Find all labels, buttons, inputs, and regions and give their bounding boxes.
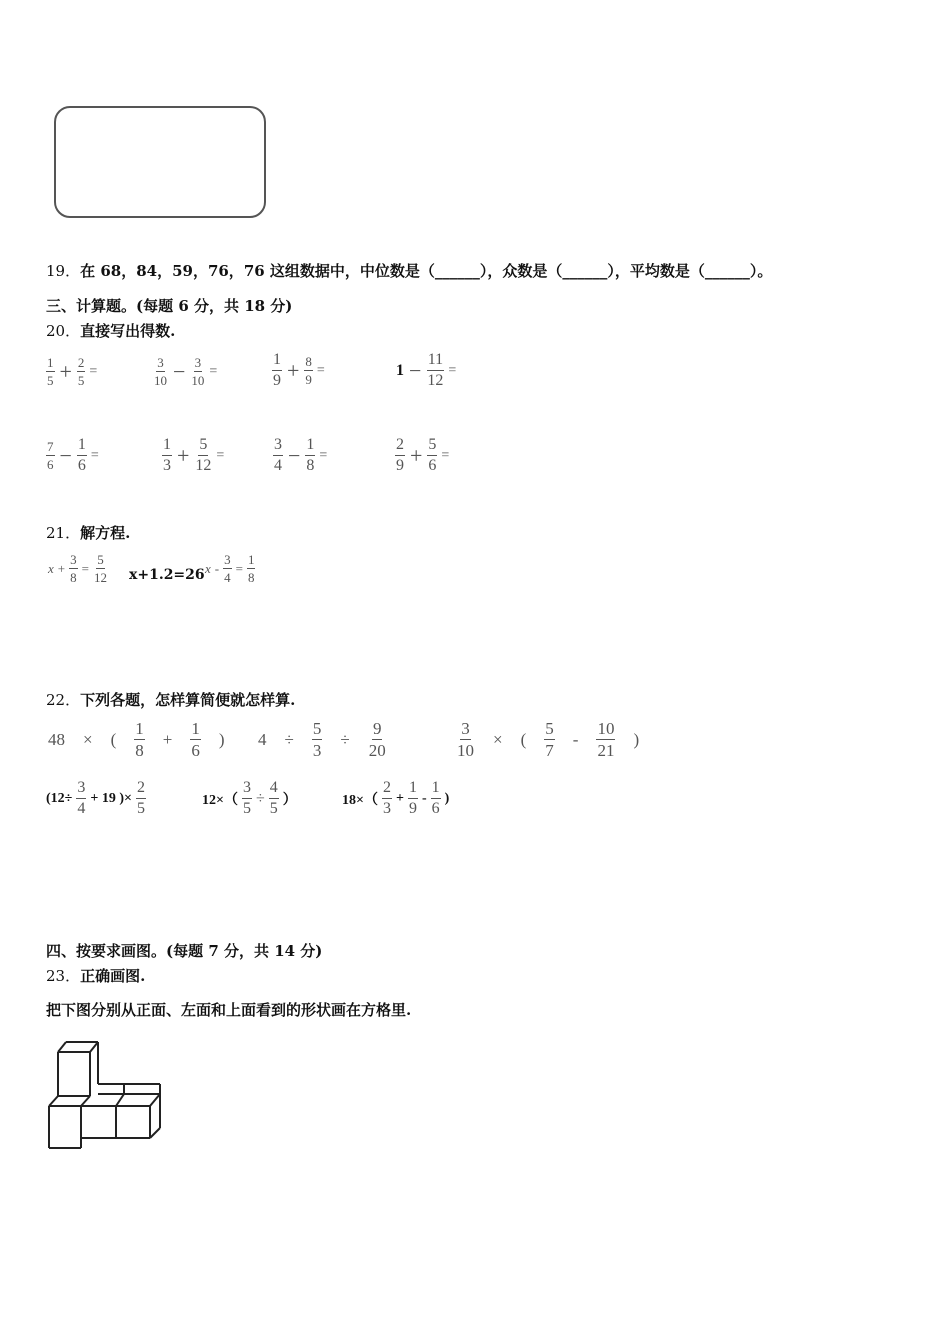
fraction: $\frac{4}{5}$ bbox=[269, 779, 278, 817]
q20-expr-8: $\frac{2}{9}$ + $\frac{5}{6}$ = bbox=[396, 436, 450, 474]
q22-expr-5: 12×（ $\frac{3}{5}$ ÷ $\frac{4}{5}$ ） bbox=[202, 779, 297, 817]
question-21-title: 21．解方程. bbox=[46, 524, 131, 542]
fraction: $\frac{1}{6}$ bbox=[431, 779, 440, 817]
cubes-figure bbox=[44, 1036, 168, 1154]
fraction: $\frac{5}{3}$ bbox=[312, 719, 322, 760]
fraction: $\frac{1}{9}$ bbox=[273, 351, 281, 389]
fraction: $\frac{5}{6}$ bbox=[428, 436, 437, 474]
fraction: $\frac{3}{8}$ bbox=[70, 552, 77, 585]
q21-equation-1: x + $\frac{3}{8}$ = $\frac{5}{12}$ bbox=[48, 552, 107, 585]
fraction: $\frac{7}{6}$ bbox=[47, 439, 54, 472]
q20-expr-5: $\frac{7}{6}$ − $\frac{1}{6}$ = bbox=[47, 436, 99, 474]
q21-equation-3: x - $\frac{3}{4}$ = $\frac{1}{8}$ bbox=[205, 552, 255, 585]
section-3-title: 三、计算题。(每题 6 分，共 18 分) bbox=[46, 297, 293, 315]
q20-expr-3: $\frac{1}{9}$ + $\frac{8}{9}$ = bbox=[273, 351, 325, 389]
q22-expr-1: 48 × ( $\frac{1}{8}$ + $\frac{1}{6}$ ) bbox=[48, 719, 225, 760]
fraction: $\frac{1}{8}$ bbox=[135, 719, 144, 760]
fraction: $\frac{2}{3}$ bbox=[382, 779, 391, 817]
q21-equation-2: x+1.2=26 bbox=[129, 567, 205, 583]
question-20-title: 20．直接写出得数. bbox=[46, 322, 176, 340]
q20-expr-4: 1 − $\frac{11}{12}$ = bbox=[396, 351, 457, 389]
fraction: $\frac{3}{10}$ bbox=[154, 355, 167, 388]
answer-box bbox=[54, 106, 266, 218]
fraction: $\frac{3}{4}$ bbox=[224, 552, 231, 585]
fraction: $\frac{1}{6}$ bbox=[191, 719, 200, 760]
fraction: $\frac{11}{12}$ bbox=[427, 351, 444, 389]
q22-expr-4: (12÷ $\frac{3}{4}$ + 19 )× $\frac{2}{5}$ bbox=[46, 779, 145, 817]
fraction: $\frac{2}{5}$ bbox=[77, 355, 85, 388]
fraction: $\frac{2}{9}$ bbox=[396, 436, 404, 474]
q20-expr-7: $\frac{3}{4}$ − $\frac{1}{8}$ = bbox=[274, 436, 328, 474]
q20-expr-1: $\frac{1}{5}$ + $\frac{2}{5}$ = bbox=[47, 355, 98, 388]
fraction: $\frac{3}{4}$ bbox=[77, 779, 86, 817]
fraction: $\frac{9}{20}$ bbox=[368, 719, 386, 760]
fraction: $\frac{3}{10}$ bbox=[191, 355, 205, 388]
fraction: $\frac{2}{5}$ bbox=[136, 779, 145, 817]
fraction: $\frac{1}{9}$ bbox=[408, 779, 417, 817]
fraction: $\frac{5}{12}$ bbox=[195, 436, 212, 474]
section-4-title: 四、按要求画图。(每题 7 分，共 14 分) bbox=[46, 942, 323, 960]
fraction: $\frac{1}{8}$ bbox=[247, 552, 255, 585]
question-19: 19．在 68，84，59，76，76 这组数据中，中位数是（______），众数是（______），平均数是（______）。 bbox=[46, 262, 773, 280]
question-22-title: 22．下列各题，怎样算简便就怎样算. bbox=[46, 691, 296, 709]
fraction: $\frac{1}{8}$ bbox=[306, 436, 315, 474]
fraction: $\frac{1}{3}$ bbox=[163, 436, 171, 474]
q22-expr-3: $\frac{3}{10}$ × ( $\frac{5}{7}$ - $\frac{10}{21}$ ) bbox=[457, 719, 640, 760]
q22-expr-2: 4 ÷ $\frac{5}{3}$ ÷ $\frac{9}{20}$ bbox=[258, 719, 386, 760]
q20-expr-6: $\frac{1}{3}$ + $\frac{5}{12}$ = bbox=[163, 436, 225, 474]
question-23-instruction: 把下图分别从正面、左面和上面看到的形状画在方格里. bbox=[46, 1001, 412, 1019]
fraction: $\frac{3}{4}$ bbox=[274, 436, 282, 474]
q22-expr-6: 18×（ $\frac{2}{3}$ + $\frac{1}{9}$ - $\frac{1}{6}$ ) bbox=[342, 779, 450, 817]
fraction: $\frac{5}{12}$ bbox=[93, 552, 107, 585]
fraction: $\frac{3}{10}$ bbox=[457, 719, 474, 760]
fraction: $\frac{8}{9}$ bbox=[305, 354, 312, 387]
fraction: $\frac{5}{7}$ bbox=[545, 719, 554, 760]
fraction: $\frac{1}{5}$ bbox=[47, 355, 54, 388]
question-23-title: 23．正确画图. bbox=[46, 967, 146, 985]
fraction: $\frac{1}{6}$ bbox=[77, 436, 86, 474]
fraction: $\frac{10}{21}$ bbox=[597, 719, 615, 760]
fraction: $\frac{3}{5}$ bbox=[242, 779, 251, 817]
q20-expr-2: $\frac{3}{10}$ − $\frac{3}{10}$ = bbox=[154, 355, 218, 388]
